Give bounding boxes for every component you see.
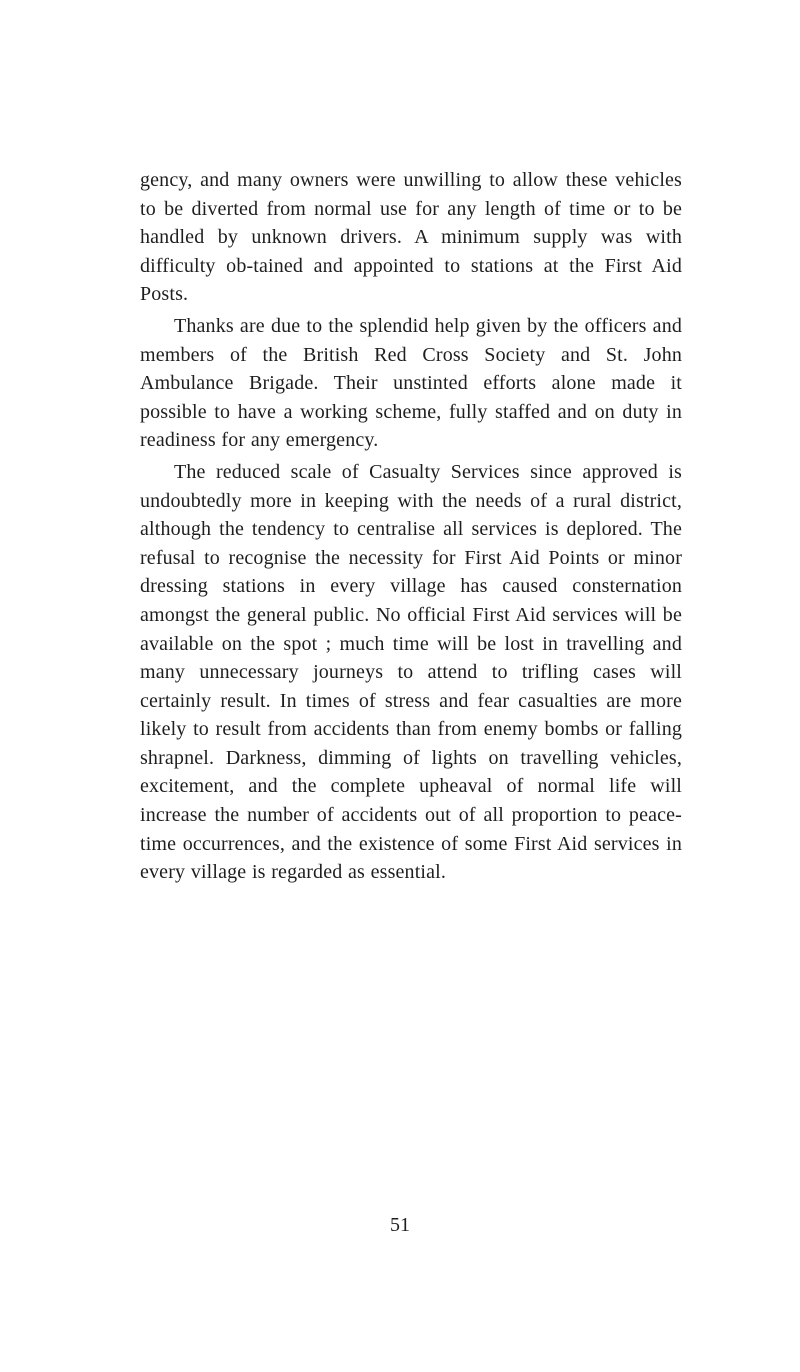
paragraph-continued: gency, and many owners were unwilling to allow these vehicles to be diverted from normal use for any length of time or to be handled by unknown drivers. A minimum supply was with difficulty ob-tained and appointed to stations at the First Aid Posts. [140,169,682,306]
page-number: 51 [390,1214,410,1236]
paragraph-thanks: Thanks are due to the splendid help given by the officers and members of the British Red Cross Society and St. John Ambulance Brigade. Their unstinted efforts alone made it possible to have a working scheme, fully staffed and on duty in readiness for any emergency. [140,314,682,452]
paragraph-casualty-services: The reduced scale of Casualty Services since approved is undoubtedly more in keeping with the needs of a rural district, although the tendency to centralise all services is deplored. The refusal to recognise the necessity for First Aid Points or minor dressing stations in every village has caused consternation amongst the general public. No official First Aid services will be available on the spot ; much time will be lost in travelling and many unnecessary journeys to attend to trifling cases will certainly result. In times of stress and fear casualties are more likely to result from accidents than from enemy bombs or falling shrapnel. Darkness, dimming of lights on travelling vehicles, excitement, and the complete upheaval of normal life will increase the number of accidents out of all proportion to peace-time occurrences, and the existence of some First Aid services in every village is regarded as essential. [140,460,682,884]
body-text [140,166,682,890]
